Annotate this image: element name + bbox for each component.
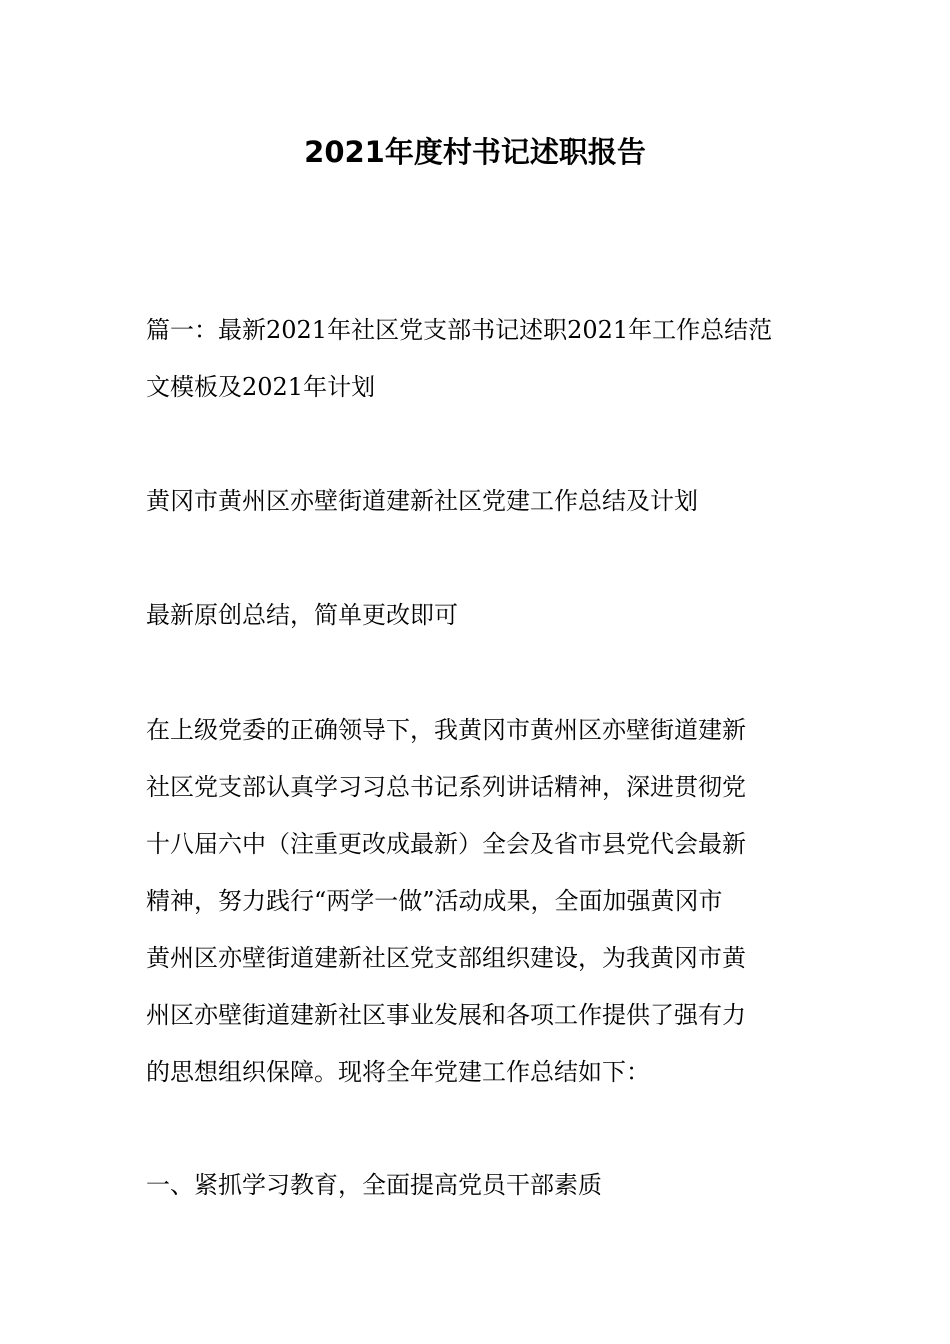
document-title: 2021年度村书记述职报告: [304, 135, 646, 169]
body-line: 十八届六中（注重更改成最新）全会及省市县党代会最新: [146, 830, 746, 858]
body-line: 州区亦壁街道建新社区事业发展和各项工作提供了强有力: [146, 1001, 746, 1029]
chapter-heading-line: 文模板及2021年计划: [146, 373, 376, 401]
body-line: 黄州区亦壁街道建新社区党支部组织建设，为我黄冈市黄: [146, 944, 746, 972]
body-paragraph: [146, 702, 808, 1101]
section-heading: 一、紧抓学习教育，全面提高党员干部素质: [146, 1171, 602, 1199]
body-line: 的思想组织保障。现将全年党建工作总结如下：: [146, 1058, 650, 1086]
body-line: 精神，努力践行“两学一做”活动成果，全面加强黄冈市: [146, 887, 723, 915]
chapter-heading: [146, 302, 808, 416]
document-subtitle: 黄冈市黄州区亦壁街道建新社区党建工作总结及计划: [146, 487, 698, 515]
editor-note: 最新原创总结，简单更改即可: [146, 601, 458, 629]
chapter-heading-line: 篇一：最新2021年社区党支部书记述职2021年工作总结范: [146, 316, 773, 344]
body-line: 在上级党委的正确领导下，我黄冈市黄州区亦壁街道建新: [146, 716, 746, 744]
body-line: 社区党支部认真学习习总书记系列讲话精神，深进贯彻党: [146, 773, 746, 801]
